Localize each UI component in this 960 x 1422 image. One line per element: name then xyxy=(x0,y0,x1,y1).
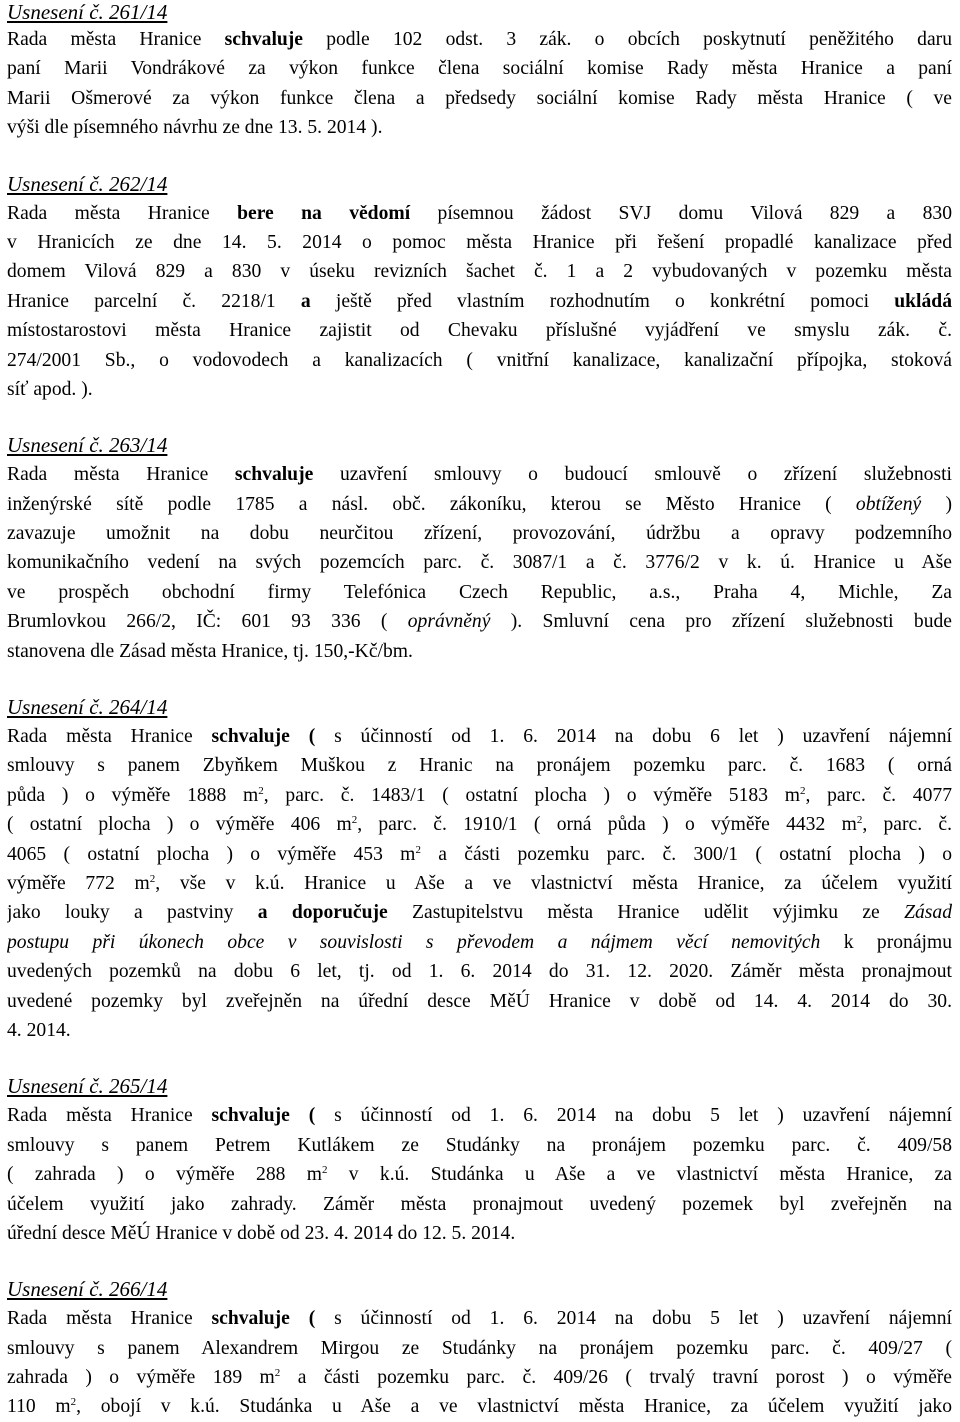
text-run: ( zahrada ) o výměře 288 m xyxy=(7,1164,322,1186)
text-run: uvedené pozemky byl zveřejněn na úřední desce MěÚ Hranice v době od 14. 4. 2014 do 30. xyxy=(7,990,952,1012)
text-run: Marii Ošmerové za výkon funkce člena a předsedy sociální komise Rady města Hranice ( ve xyxy=(7,87,952,109)
resolution-text-line xyxy=(7,840,952,869)
resolution-block xyxy=(7,170,952,405)
resolution-text-line xyxy=(7,54,952,83)
resolution-text-line xyxy=(7,957,952,986)
text-run: s účinností od 1. 6. 2014 na dobu 6 let ) uzavření nájemní xyxy=(315,726,952,748)
text-run: stanovena dle Zásad města Hranice, tj. 150,-Kč/bm. xyxy=(7,640,413,662)
resolution-block xyxy=(7,693,952,1045)
text-run: účelem využití jako zahrady. Záměr města pronajmout uvedený pozemek byl zveřejněn na xyxy=(7,1193,952,1215)
resolution-text-line xyxy=(7,1304,952,1333)
resolution-heading: Usnesení č. 263/14 xyxy=(7,433,168,458)
text-run: uzavření smlouvy o budoucí smlouvě o zřízení služebnosti xyxy=(313,464,952,486)
text-run: Rada města Hranice xyxy=(7,1105,212,1127)
bold-text: a doporučuje xyxy=(257,902,388,924)
resolution-text-line xyxy=(7,1131,952,1160)
resolution-text-line xyxy=(7,1190,952,1219)
text-run: Brumlovkou 266/2, IČ: 601 93 336 ( xyxy=(7,611,408,633)
resolution-heading: Usnesení č. 266/14 xyxy=(7,1277,168,1302)
resolution-text-line xyxy=(7,751,952,780)
bold-text: ukládá xyxy=(894,290,952,312)
text-run: půda ) o výměře 1888 m xyxy=(7,784,259,806)
text-run: , parc. č. 1910/1 ( orná půda ) o výměře 4432 m xyxy=(357,814,857,836)
text-run: paní Marii Vondrákové za výkon funkce člena sociální komise Rady města Hranice a paní xyxy=(7,58,952,80)
resolution-text-line xyxy=(7,578,952,607)
text-run: výměře 772 m xyxy=(7,872,150,894)
text-run: uvedených pozemků na dobu 6 let, tj. od 1. 6. 2014 do 31. 12. 2020. Záměr města pronajmout xyxy=(7,961,952,983)
superscript: 2 xyxy=(149,872,156,885)
resolution-text-line xyxy=(7,898,952,927)
bold-text: schvaluje xyxy=(234,464,314,486)
text-run: ) xyxy=(921,493,952,515)
text-run: místostarostovi města Hranice zajistit od Chevaku příslušné vyjádření ve smyslu zák. č. xyxy=(7,320,952,342)
text-run: 274/2001 Sb., o vodovodech a kanalizacích ( vnitřní kanalizace, kanalizační přípojka, stoková xyxy=(7,349,952,371)
resolution-text-line xyxy=(7,987,952,1016)
resolution-text-line xyxy=(7,490,952,519)
superscript: 2 xyxy=(274,1367,281,1380)
resolution-text-line xyxy=(7,257,952,286)
resolution-text-line xyxy=(7,287,952,316)
resolution-text-line xyxy=(7,1334,952,1363)
resolution-text-line xyxy=(7,25,952,54)
text-run: a části pozemku parc. č. 300/1 ( ostatní plocha ) o xyxy=(420,843,952,865)
bold-text: schvaluje ( xyxy=(211,1308,316,1330)
text-run: písemnou žádost SVJ domu Vilová 829 a 830 xyxy=(410,202,952,224)
resolution-heading: Usnesení č. 261/14 xyxy=(7,0,168,24)
bold-text: bere na vědomí xyxy=(237,202,411,224)
resolution-block xyxy=(7,1275,952,1422)
text-run: ve prospěch obchodní firmy Telefónica Czech Republic, a.s., Praha 4, Michle, Za xyxy=(7,581,952,603)
resolution-text-line xyxy=(7,1363,952,1392)
resolution-text-line xyxy=(7,316,952,345)
superscript: 2 xyxy=(856,814,863,827)
resolution-text-line xyxy=(7,637,952,666)
resolution-text-line xyxy=(7,1016,952,1045)
italic-text: postupu při úkonech obce v souvislosti s převodem a nájmem věcí nemovitých xyxy=(7,931,821,953)
text-run: v Hranicích ze dne 14. 5. 2014 o pomoc města Hranice při řešení propadlé kanalizace před xyxy=(7,231,952,253)
resolution-text-line xyxy=(7,928,952,957)
text-run: ještě před vlastním rozhodnutím o konkrétní pomoci xyxy=(310,290,895,312)
text-run: , parc. č. 4077 xyxy=(805,784,952,806)
text-run: s účinností od 1. 6. 2014 na dobu 5 let ) uzavření nájemní xyxy=(315,1308,952,1330)
text-run: úřední desce MěÚ Hranice v době od 23. 4. 2014 do 12. 5. 2014. xyxy=(7,1222,516,1244)
text-run: domem Vilová 829 a 830 v úseku revizních šachet č. 1 a 2 vybudovaných v pozemku města xyxy=(7,261,952,283)
text-run: Zastupitelstvu města Hranice udělit výjimku ze xyxy=(387,902,905,924)
resolution-text-line xyxy=(7,722,952,751)
bold-text: schvaluje ( xyxy=(211,726,316,748)
italic-text: Zásad xyxy=(904,902,952,924)
resolution-text-line xyxy=(7,84,952,113)
superscript: 2 xyxy=(799,784,806,797)
resolution-text-line xyxy=(7,228,952,257)
bold-text: a xyxy=(300,290,311,312)
resolution-text-line xyxy=(7,113,952,142)
text-run: smlouvy s panem Alexandrem Mirgou ze Studánky na pronájem pozemku parc. č. 409/27 ( xyxy=(7,1337,952,1359)
resolution-text-line xyxy=(7,548,952,577)
resolution-text-line xyxy=(7,1219,952,1248)
resolution-heading: Usnesení č. 262/14 xyxy=(7,171,168,196)
superscript: 2 xyxy=(258,784,264,797)
text-run: zahrada ) o výměře 189 m xyxy=(7,1367,275,1389)
text-run: Rada města Hranice xyxy=(7,29,225,50)
resolution-text-line xyxy=(7,869,952,898)
resolution-heading: Usnesení č. 265/14 xyxy=(7,1074,168,1099)
resolution-text-line xyxy=(7,1392,952,1421)
text-run: komunikačního vedení na svých pozemcích parc. č. 3087/1 a č. 3776/2 v k. ú. Hranice u Aše xyxy=(7,552,952,574)
text-run: smlouvy s panem Petrem Kutlákem ze Studánky na pronájem pozemku parc. č. 409/58 xyxy=(7,1134,952,1156)
text-run: a části pozemku parc. č. 409/26 ( trvalý travní porost ) o výměře xyxy=(280,1367,952,1389)
text-run: k pronájmu xyxy=(820,931,952,953)
text-run: 110 m xyxy=(7,1396,71,1418)
resolution-text-line xyxy=(7,199,952,228)
text-run: ( ostatní plocha ) o výměře 406 m xyxy=(7,814,352,836)
resolution-text-line xyxy=(7,607,952,636)
text-run: 4065 ( ostatní plocha ) o výměře 453 m xyxy=(7,843,416,865)
resolution-block xyxy=(7,1072,952,1248)
resolution-text-line xyxy=(7,1101,952,1130)
text-run: Hranice parcelní č. 2218/1 xyxy=(7,290,301,312)
resolution-text-line xyxy=(7,375,952,404)
bold-text: schvaluje ( xyxy=(211,1105,316,1127)
text-run: jako louky a pastviny xyxy=(7,902,258,924)
text-run: Rada města Hranice xyxy=(7,1308,212,1330)
text-run: ). Smluvní cena pro zřízení služebnosti bude xyxy=(490,611,952,633)
text-run: s účinností od 1. 6. 2014 na dobu 5 let ) uzavření nájemní xyxy=(315,1105,952,1127)
text-run: Rada města Hranice xyxy=(7,202,238,224)
text-run: Rada města Hranice xyxy=(7,464,235,486)
text-run: v k.ú. Studánka u Aše a ve vlastnictví města Hranice, za xyxy=(327,1164,952,1186)
resolution-block xyxy=(7,0,952,143)
text-run: smlouvy s panem Zbyňkem Muškou z Hranic na pronájem pozemku parc. č. 1683 ( orná xyxy=(7,755,952,777)
italic-text: oprávněný xyxy=(407,611,491,633)
text-run: , parc. č. 1483/1 ( ostatní plocha ) o výměře 5183 m xyxy=(263,784,800,806)
text-run: podle 102 odst. 3 zák. o obcích poskytnutí peněžitého daru xyxy=(303,29,952,50)
text-run: , obojí v k.ú. Studánka u Aše a ve vlastnictví města Hranice, za účelem využití jako xyxy=(76,1396,952,1418)
superscript: 2 xyxy=(322,1164,328,1177)
text-run: inženýrské sítě podle 1785 a násl. obč. zákoníku, kterou se Město Hranice ( xyxy=(7,493,856,515)
text-run: Rada města Hranice xyxy=(7,726,212,748)
text-run: 4. 2014. xyxy=(7,1019,71,1041)
text-run: zavazuje umožnit na dobu neurčitou zřízení, provozování, údržbu a opravy podzemního xyxy=(7,523,952,545)
resolution-block xyxy=(7,431,952,666)
resolution-heading: Usnesení č. 264/14 xyxy=(7,695,168,720)
text-run: výši dle písemného návrhu ze dne 13. 5. 2014 ). xyxy=(7,117,383,139)
text-run: síť apod. ). xyxy=(7,378,93,400)
resolution-text-line xyxy=(7,810,952,839)
resolution-text-line xyxy=(7,519,952,548)
bold-text: schvaluje xyxy=(224,29,303,50)
resolution-text-line xyxy=(7,1160,952,1189)
superscript: 2 xyxy=(415,843,421,856)
italic-text: obtížený xyxy=(855,493,922,515)
resolution-text-line xyxy=(7,460,952,489)
resolution-text-line xyxy=(7,781,952,810)
resolution-text-line xyxy=(7,346,952,375)
superscript: 2 xyxy=(70,1396,77,1409)
text-run: , parc. č. xyxy=(862,814,952,836)
superscript: 2 xyxy=(351,814,358,827)
text-run: , vše v k.ú. Hranice u Aše a ve vlastnictví města Hranice, za účelem využití xyxy=(155,872,952,894)
